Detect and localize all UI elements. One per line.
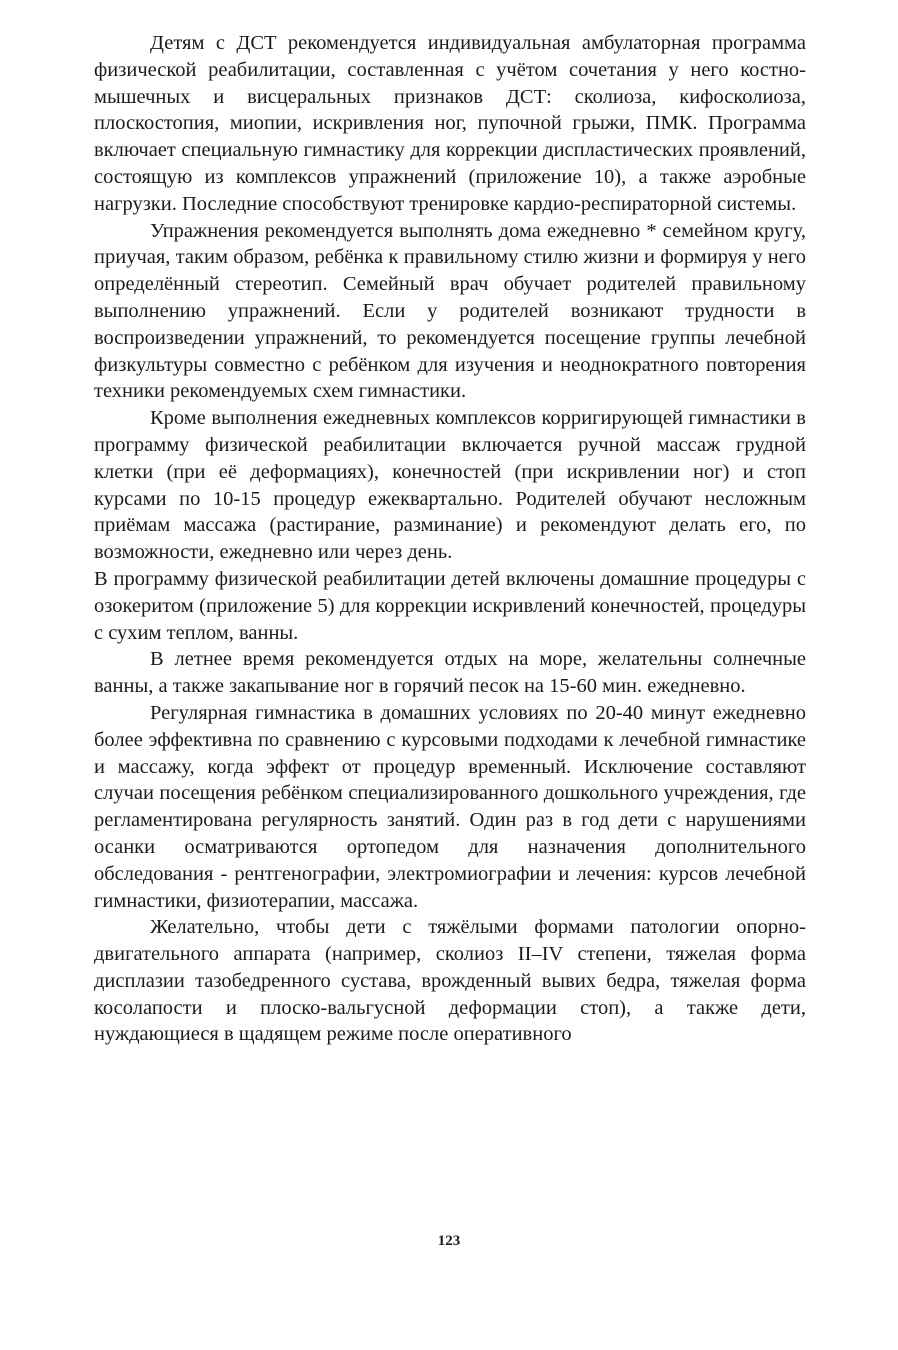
paragraph-3: Кроме выполнения ежедневных комплексов корригирующей гимнастики в программу физической реабилитации включается ручной массаж грудной клетки (при её деформациях), конечностей (при искривлении ног) и стоп курсами по 10-15 процедур ежеквартально. Родителей обучают несложным приёмам массажа (растирание, разминание) и рекомендуют делать его, по возможности, ежедневно или через день. [94,407,806,564]
body-text [94,30,806,1048]
paragraph-4: В программу физической реабилитации детей включены домашние процедуры с озокеритом (приложение 5) для коррекции искривлений конечностей, процедуры с сухим теплом, ванны. [94,567,806,644]
paragraph-5: В летнее время рекомендуется отдых на море, желательны солнечные ванны, а также закапывание ног в горячий песок на 15-60 мин. ежедневно. [94,648,806,698]
paragraph-7: Желательно, чтобы дети с тяжёлыми формами патологии опорно-двигательного аппарата (например, сколиоз II–IV степени, тяжелая форма дисплазии тазобедренного сустава, врожденный вывих бедра, тяжелая форма косолапости и плоско-вальгусной деформации стоп), а также дети, нуждающиеся в щадящем режиме после оперативного [94,916,806,1046]
paragraph-2: Упражнения рекомендуется выполнять дома ежедневно * семейном кругу, приучая, таким образом, ребёнка к правильному стилю жизни и формируя у него определённый стереотип. Семейный врач обучает родителей правильному выполнению упражнений. Если у родителей возникают трудности в воспроизведении упражнений, то рекомендуется посещение группы лечебной физкультуры совместно с ребёнком для изучения и неоднократного повторения техники рекомендуемых схем гимнастики. [94,219,806,403]
page-number: 123 [437,1233,461,1249]
paragraph-6: Регулярная гимнастика в домашних условиях по 20-40 минут ежедневно более эффективна по сравнению с курсовыми подходами к лечебной гимнастике и массажу, когда эффект от процедур временный. Исключение составляют случаи посещения ребёнком специализированного дошкольного учреждения, где регламентирована регулярность занятий. Один раз в год дети с нарушениями осанки осматриваются ортопедом для назначения дополнительного обследования - рентгенографии, электромиографии и лечения: курсов лечебной гимнастики, физиотерапии, массажа. [94,701,806,912]
paragraph-1: Детям с ДСТ рекомендуется индивидуальная амбулаторная программа физической реабилитации, составленная с учётом сочетания у него костно-мышечных и висцеральных признаков ДСТ: сколиоза, кифосколиоза, плоскостопия, миопии, искривления ног, пупочной грыжи, ПМК. Программа включает специальную гимнастику для коррекции диспластических проявлений, состоящую из комплексов упражнений (приложение 10), а также аэробные нагрузки. Последние способствуют тренировке кардио-респираторной системы. [94,32,806,215]
